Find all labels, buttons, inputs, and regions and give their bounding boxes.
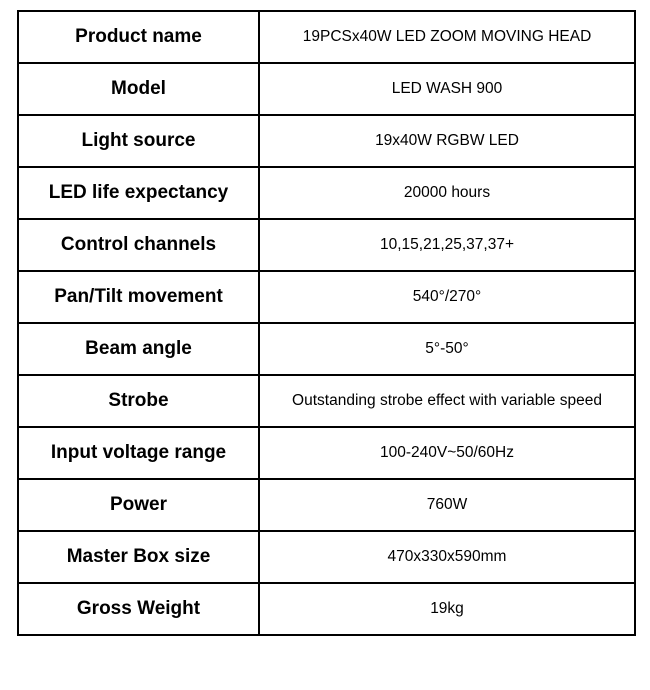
spec-table-body — [18, 11, 635, 635]
table-row — [18, 115, 635, 167]
row-value-input-voltage: 100-240V~50/60Hz — [259, 427, 635, 479]
row-value-master-box-size: 470x330x590mm — [259, 531, 635, 583]
row-label-control-channels: Control channels — [18, 219, 259, 271]
row-value-model: LED WASH 900 — [259, 63, 635, 115]
row-label-pan-tilt: Pan/Tilt movement — [18, 271, 259, 323]
table-row — [18, 323, 635, 375]
table-row — [18, 63, 635, 115]
row-value-pan-tilt: 540°/270° — [259, 271, 635, 323]
row-value-control-channels: 10,15,21,25,37,37+ — [259, 219, 635, 271]
row-label-beam-angle: Beam angle — [18, 323, 259, 375]
row-label-strobe: Strobe — [18, 375, 259, 427]
table-row — [18, 167, 635, 219]
row-label-light-source: Light source — [18, 115, 259, 167]
table-row — [18, 531, 635, 583]
table-row — [18, 427, 635, 479]
row-label-product-name: Product name — [18, 11, 259, 63]
row-value-product-name: 19PCSx40W LED ZOOM MOVING HEAD — [259, 11, 635, 63]
row-value-strobe: Outstanding strobe effect with variable speed — [259, 375, 635, 427]
row-value-power: 760W — [259, 479, 635, 531]
row-value-gross-weight: 19kg — [259, 583, 635, 635]
row-label-gross-weight: Gross Weight — [18, 583, 259, 635]
row-label-model: Model — [18, 63, 259, 115]
row-label-input-voltage: Input voltage range — [18, 427, 259, 479]
row-label-power: Power — [18, 479, 259, 531]
spec-table — [17, 10, 636, 636]
row-label-master-box-size: Master Box size — [18, 531, 259, 583]
row-value-light-source: 19x40W RGBW LED — [259, 115, 635, 167]
row-value-led-life: 20000 hours — [259, 167, 635, 219]
table-row — [18, 11, 635, 63]
row-value-beam-angle: 5°-50° — [259, 323, 635, 375]
table-row — [18, 479, 635, 531]
table-row — [18, 271, 635, 323]
table-row — [18, 583, 635, 635]
row-label-led-life: LED life expectancy — [18, 167, 259, 219]
table-row — [18, 219, 635, 271]
table-row — [18, 375, 635, 427]
